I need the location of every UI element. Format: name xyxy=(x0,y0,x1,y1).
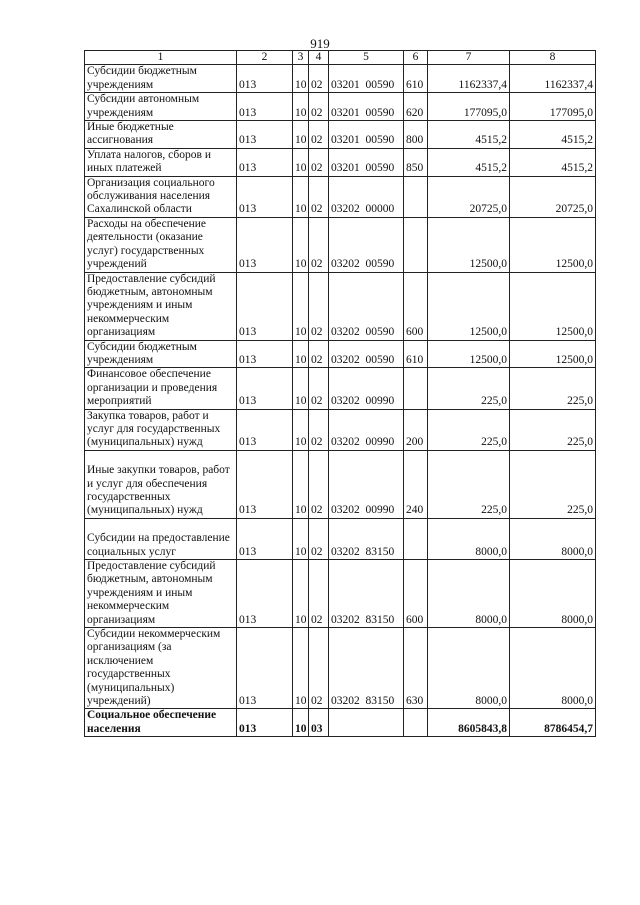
table-row xyxy=(85,176,596,217)
amount-col8-cell: 4515,2 xyxy=(510,121,596,149)
ministry-code-cell: 013 xyxy=(237,148,293,176)
amount-col8-cell: 225,0 xyxy=(510,450,596,518)
subsection-code-cell: 02 xyxy=(309,628,329,709)
row-name-cell: Субсидии бюджетным учреждениям xyxy=(85,65,237,93)
amount-col7-cell: 225,0 xyxy=(428,409,510,450)
row-name-cell: Субсидии бюджетным учреждениям xyxy=(85,340,237,368)
target-article-cell xyxy=(329,709,404,737)
amount-col7-cell: 8000,0 xyxy=(428,518,510,559)
table-row xyxy=(85,217,596,272)
ministry-code-cell: 013 xyxy=(237,368,293,409)
target-article-cell: 03202 00590 xyxy=(329,217,404,272)
table-row xyxy=(85,628,596,709)
row-name-cell: Организация социального обслуживания населения Сахалинской области xyxy=(85,176,237,217)
ministry-code-cell: 013 xyxy=(237,409,293,450)
target-article-cell: 03202 00990 xyxy=(329,368,404,409)
amount-col8-cell: 225,0 xyxy=(510,368,596,409)
table-row xyxy=(85,409,596,450)
expense-type-cell: 240 xyxy=(404,450,428,518)
section-code-cell: 10 xyxy=(293,709,309,737)
section-code-cell: 10 xyxy=(293,272,309,340)
table-row xyxy=(85,368,596,409)
ministry-code-cell: 013 xyxy=(237,93,293,121)
ministry-code-cell: 013 xyxy=(237,709,293,737)
amount-col7-cell: 12500,0 xyxy=(428,272,510,340)
table-row xyxy=(85,559,596,627)
subsection-code-cell: 02 xyxy=(309,368,329,409)
amount-col7-cell: 8000,0 xyxy=(428,628,510,709)
row-name-cell: Закупка товаров, работ и услуг для государственных (муниципальных) нужд xyxy=(85,409,237,450)
amount-col8-cell: 8786454,7 xyxy=(510,709,596,737)
amount-col8-cell: 8000,0 xyxy=(510,518,596,559)
row-name-cell: Иные закупки товаров, работ и услуг для обеспечения государственных (муниципальных) нужд xyxy=(85,450,237,518)
section-code-cell: 10 xyxy=(293,368,309,409)
budget-table xyxy=(84,50,596,737)
section-code-cell: 10 xyxy=(293,450,309,518)
table-body xyxy=(85,65,596,737)
amount-col7-cell: 20725,0 xyxy=(428,176,510,217)
ministry-code-cell: 013 xyxy=(237,559,293,627)
subsection-code-cell: 02 xyxy=(309,148,329,176)
subsection-code-cell: 02 xyxy=(309,559,329,627)
amount-col7-cell: 12500,0 xyxy=(428,340,510,368)
amount-col7-cell: 225,0 xyxy=(428,450,510,518)
amount-col8-cell: 12500,0 xyxy=(510,217,596,272)
target-article-cell: 03202 00990 xyxy=(329,450,404,518)
amount-col8-cell: 8000,0 xyxy=(510,628,596,709)
table-row xyxy=(85,709,596,737)
ministry-code-cell: 013 xyxy=(237,217,293,272)
target-article-cell: 03201 00590 xyxy=(329,93,404,121)
expense-type-cell: 600 xyxy=(404,272,428,340)
section-code-cell: 10 xyxy=(293,559,309,627)
expense-type-cell xyxy=(404,217,428,272)
section-code-cell: 10 xyxy=(293,628,309,709)
ministry-code-cell: 013 xyxy=(237,628,293,709)
amount-col7-cell: 4515,2 xyxy=(428,121,510,149)
target-article-cell: 03202 83150 xyxy=(329,628,404,709)
amount-col7-cell: 1162337,4 xyxy=(428,65,510,93)
expense-type-cell: 800 xyxy=(404,121,428,149)
section-code-cell: 10 xyxy=(293,121,309,149)
target-article-cell: 03202 00590 xyxy=(329,340,404,368)
section-code-cell: 10 xyxy=(293,176,309,217)
subsection-code-cell: 02 xyxy=(309,340,329,368)
amount-col8-cell: 225,0 xyxy=(510,409,596,450)
section-code-cell: 10 xyxy=(293,93,309,121)
table-row xyxy=(85,518,596,559)
row-name-cell: Предоставление субсидий бюджетным, автономным учреждениям и иным некоммерческим организациям xyxy=(85,559,237,627)
amount-col7-cell: 8000,0 xyxy=(428,559,510,627)
amount-col8-cell: 4515,2 xyxy=(510,148,596,176)
column-header: 6 xyxy=(404,51,428,65)
table-row xyxy=(85,148,596,176)
table-row xyxy=(85,450,596,518)
row-name-cell: Иные бюджетные ассигнования xyxy=(85,121,237,149)
target-article-cell: 03202 00590 xyxy=(329,272,404,340)
subsection-code-cell: 02 xyxy=(309,121,329,149)
table-row xyxy=(85,121,596,149)
amount-col8-cell: 12500,0 xyxy=(510,340,596,368)
amount-col8-cell: 12500,0 xyxy=(510,272,596,340)
ministry-code-cell: 013 xyxy=(237,450,293,518)
row-name-cell: Предоставление субсидий бюджетным, автономным учреждениям и иным некоммерческим организациям xyxy=(85,272,237,340)
column-header: 2 xyxy=(237,51,293,65)
column-header: 5 xyxy=(329,51,404,65)
expense-type-cell: 850 xyxy=(404,148,428,176)
row-name-cell: Социальное обеспечение населения xyxy=(85,709,237,737)
column-header: 1 xyxy=(85,51,237,65)
subsection-code-cell: 02 xyxy=(309,409,329,450)
amount-col8-cell: 1162337,4 xyxy=(510,65,596,93)
subsection-code-cell: 02 xyxy=(309,518,329,559)
subsection-code-cell: 03 xyxy=(309,709,329,737)
amount-col7-cell: 225,0 xyxy=(428,368,510,409)
expense-type-cell xyxy=(404,709,428,737)
section-code-cell: 10 xyxy=(293,340,309,368)
target-article-cell: 03202 00000 xyxy=(329,176,404,217)
target-article-cell: 03202 83150 xyxy=(329,518,404,559)
ministry-code-cell: 013 xyxy=(237,518,293,559)
expense-type-cell: 600 xyxy=(404,559,428,627)
amount-col7-cell: 4515,2 xyxy=(428,148,510,176)
table-row xyxy=(85,65,596,93)
row-name-cell: Финансовое обеспечение организации и проведения мероприятий xyxy=(85,368,237,409)
column-header: 8 xyxy=(510,51,596,65)
row-name-cell: Субсидии на предоставление социальных услуг xyxy=(85,518,237,559)
subsection-code-cell: 02 xyxy=(309,93,329,121)
amount-col7-cell: 177095,0 xyxy=(428,93,510,121)
subsection-code-cell: 02 xyxy=(309,217,329,272)
amount-col8-cell: 20725,0 xyxy=(510,176,596,217)
expense-type-cell xyxy=(404,368,428,409)
target-article-cell: 03201 00590 xyxy=(329,65,404,93)
row-name-cell: Уплата налогов, сборов и иных платежей xyxy=(85,148,237,176)
section-code-cell: 10 xyxy=(293,217,309,272)
amount-col7-cell: 8605843,8 xyxy=(428,709,510,737)
table-row xyxy=(85,93,596,121)
expense-type-cell: 630 xyxy=(404,628,428,709)
target-article-cell: 03201 00590 xyxy=(329,148,404,176)
ministry-code-cell: 013 xyxy=(237,65,293,93)
row-name-cell: Субсидии некоммерческим организациям (за исключением государственных (муниципальных) учреждений) xyxy=(85,628,237,709)
header-row xyxy=(85,51,596,65)
expense-type-cell xyxy=(404,518,428,559)
subsection-code-cell: 02 xyxy=(309,272,329,340)
amount-col8-cell: 8000,0 xyxy=(510,559,596,627)
expense-type-cell xyxy=(404,176,428,217)
table-row xyxy=(85,340,596,368)
row-name-cell: Расходы на обеспечение деятельности (оказание услуг) государственных учреждений xyxy=(85,217,237,272)
ministry-code-cell: 013 xyxy=(237,121,293,149)
table-row xyxy=(85,272,596,340)
expense-type-cell: 620 xyxy=(404,93,428,121)
ministry-code-cell: 013 xyxy=(237,340,293,368)
column-header: 3 xyxy=(293,51,309,65)
section-code-cell: 10 xyxy=(293,65,309,93)
ministry-code-cell: 013 xyxy=(237,176,293,217)
section-code-cell: 10 xyxy=(293,148,309,176)
subsection-code-cell: 02 xyxy=(309,450,329,518)
section-code-cell: 10 xyxy=(293,518,309,559)
amount-col7-cell: 12500,0 xyxy=(428,217,510,272)
expense-type-cell: 610 xyxy=(404,340,428,368)
column-header: 7 xyxy=(428,51,510,65)
subsection-code-cell: 02 xyxy=(309,65,329,93)
row-name-cell: Субсидии автономным учреждениям xyxy=(85,93,237,121)
expense-type-cell: 610 xyxy=(404,65,428,93)
page-number: 919 xyxy=(310,36,330,51)
subsection-code-cell: 02 xyxy=(309,176,329,217)
amount-col8-cell: 177095,0 xyxy=(510,93,596,121)
target-article-cell: 03201 00590 xyxy=(329,121,404,149)
target-article-cell: 03202 83150 xyxy=(329,559,404,627)
ministry-code-cell: 013 xyxy=(237,272,293,340)
column-header: 4 xyxy=(309,51,329,65)
section-code-cell: 10 xyxy=(293,409,309,450)
target-article-cell: 03202 00990 xyxy=(329,409,404,450)
expense-type-cell: 200 xyxy=(404,409,428,450)
